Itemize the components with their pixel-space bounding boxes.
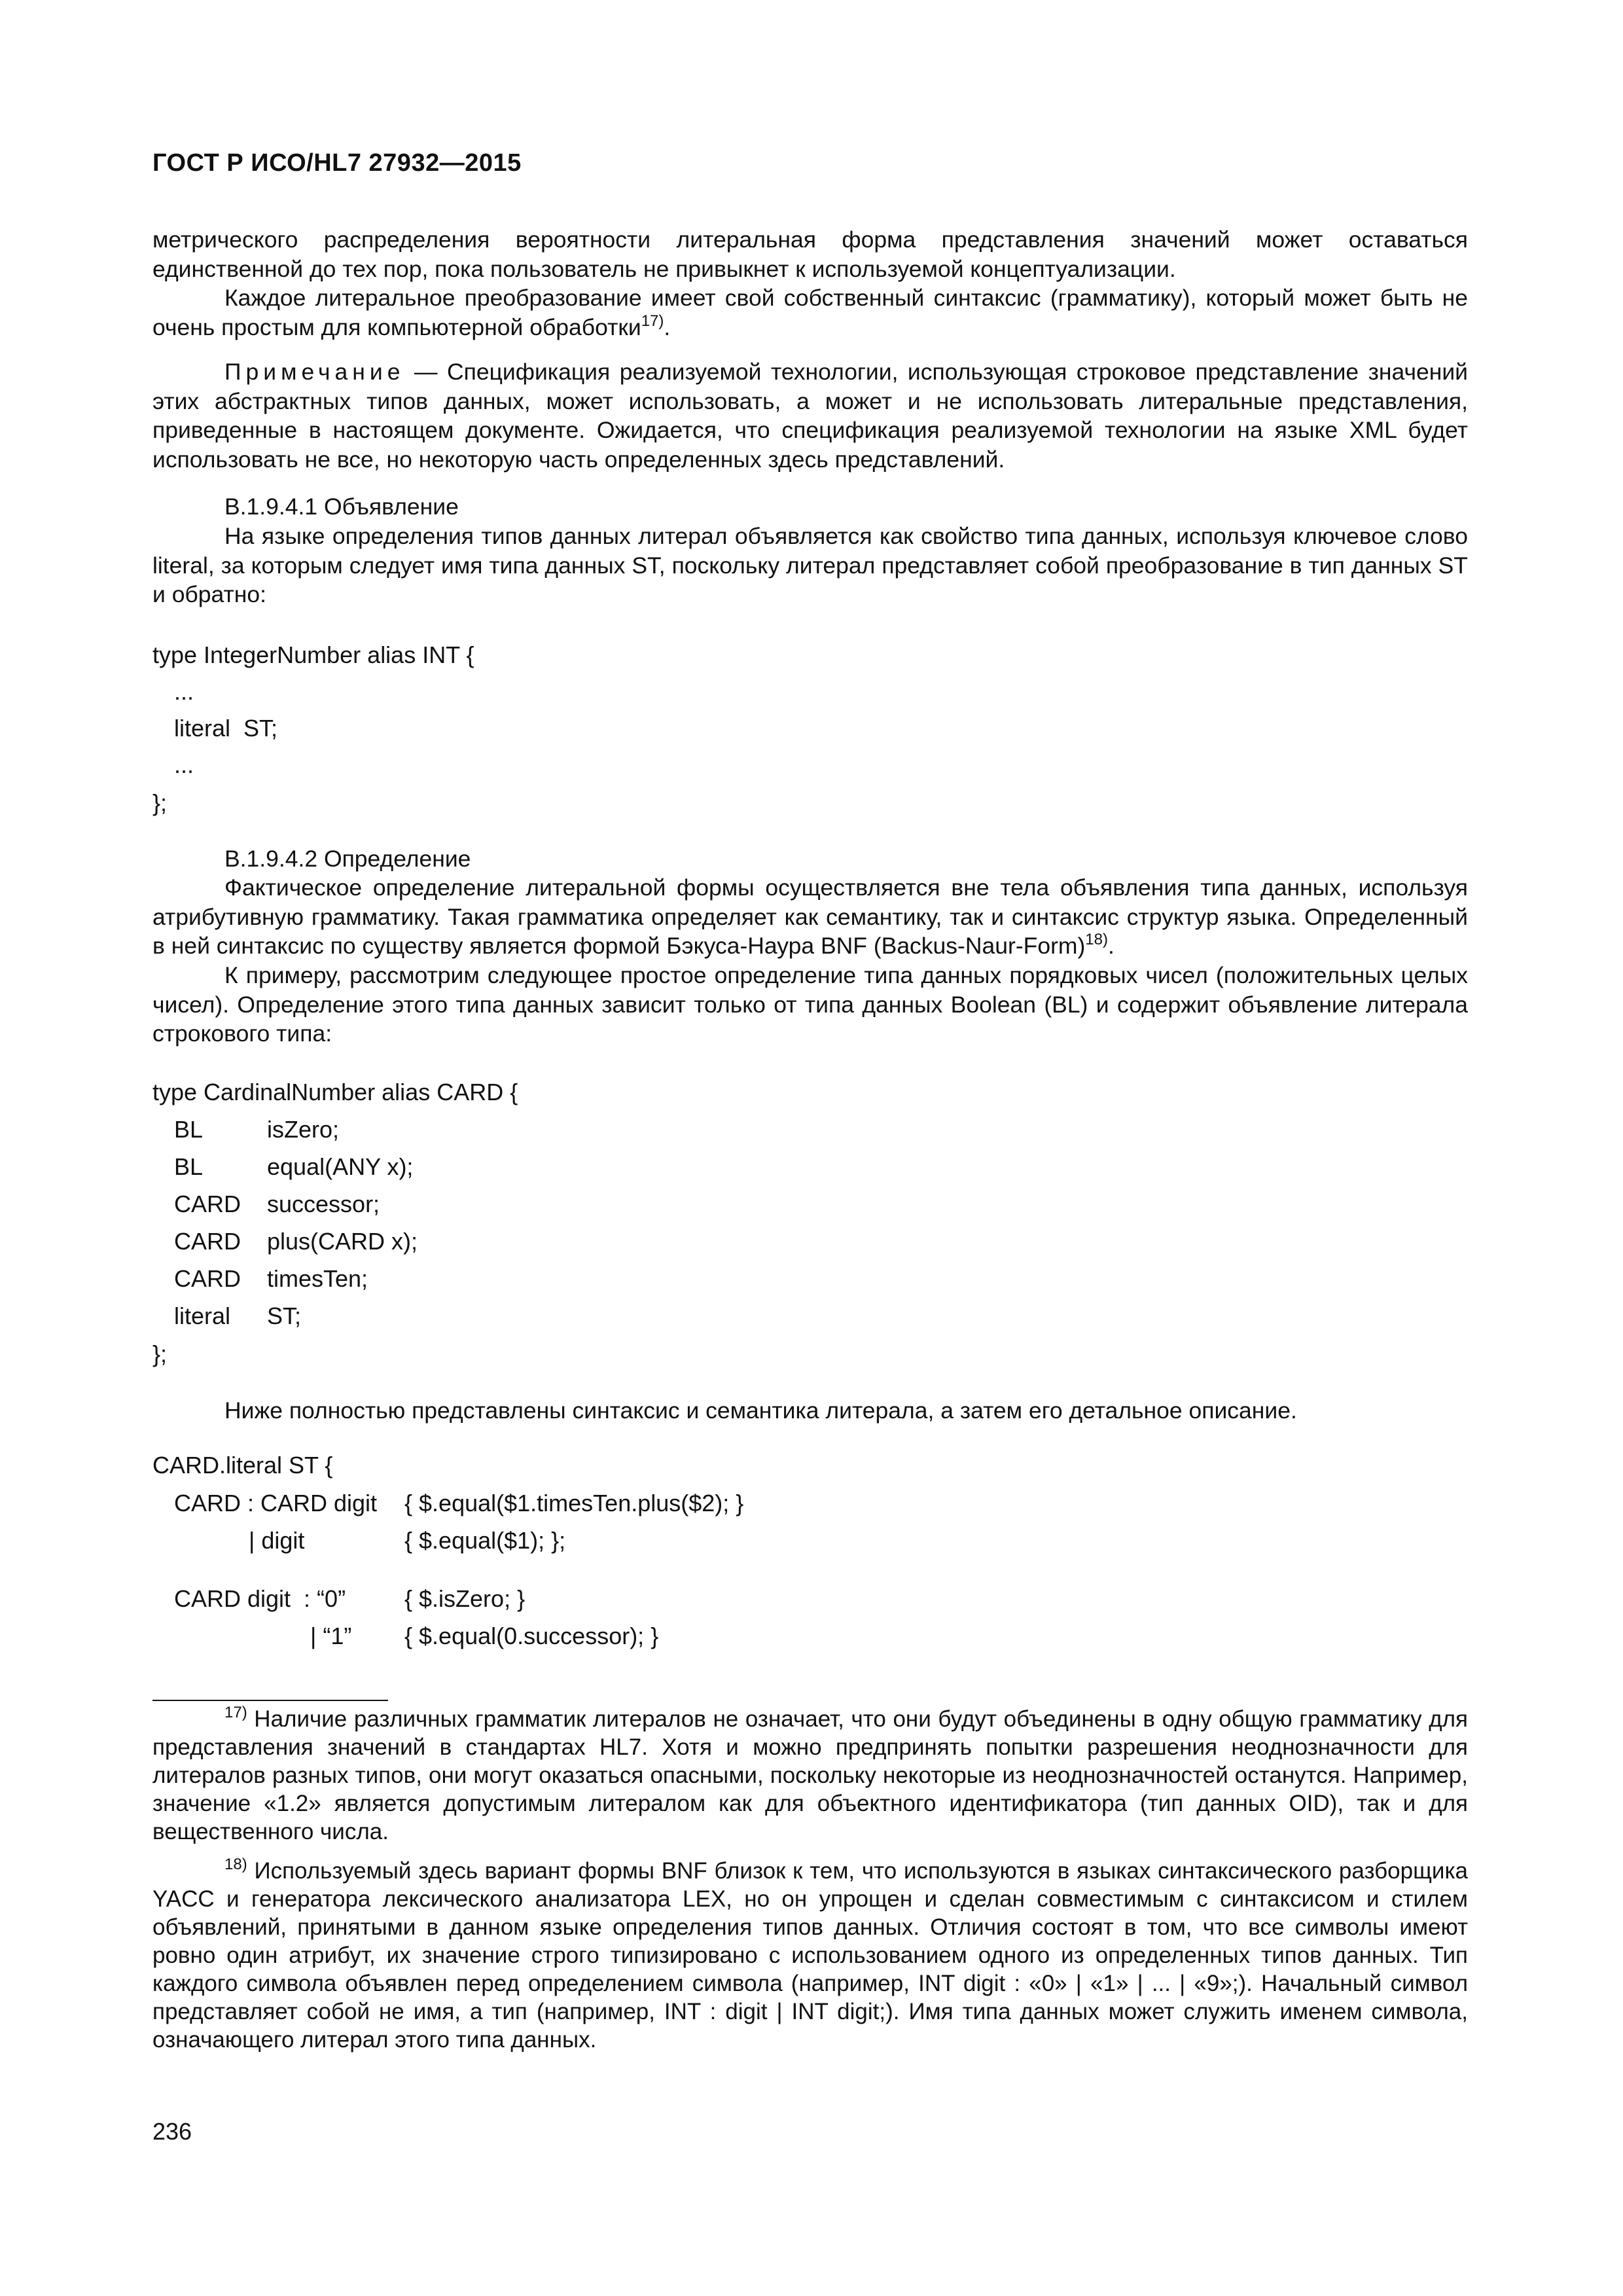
paragraph-definition bbox=[152, 873, 1468, 961]
grammar-rule: CARD : CARD digit bbox=[174, 1490, 378, 1516]
footnote-18 bbox=[152, 1857, 1468, 2054]
note-text: — Спецификация реализуемой технологии, использующая строковое представление значений этих абстрактных типов данных, может использовать, а может и не использовать литеральные представления, приведенные в настоящем документе. Ожидается, что спецификация реализуемой технологии на языке XML будет использовать не все, но некоторую часть определенных здесь представлений. bbox=[152, 359, 1468, 473]
section-heading-definition: B.1.9.4.2 Определение bbox=[224, 846, 471, 872]
footnote-text: Наличие различных грамматик литералов не означает, что они будут объединены в одну общую грамматику для представления значений в стандартах HL7. Хотя и можно предпринять попытки разрешения неоднозначности для литералов разных типов, они могут оказаться опасными, поскольку некоторые из неоднозначностей останутся. Например, значение «1.2» является допустимым литералом как для объектного идентификатора (тип данных OID), так и для вещественного числа. bbox=[152, 1706, 1468, 1844]
page-number: 236 bbox=[152, 2118, 192, 2145]
document-header: ГОСТ Р ИСО/HL7 27932—2015 bbox=[152, 149, 522, 177]
grammar-rule: | digit bbox=[249, 1527, 305, 1554]
paragraph-declaration: На языке определения типов данных литерал объявляется как свойство типа данных, используя ключевое слово literal, за которым следует имя типа данных ST, поскольку литерал представляет собой преобразование в тип данных ST и обратно: bbox=[152, 523, 1468, 607]
paragraph-text: Фактическое определение литеральной формы осуществляется вне тела объявления типа данных, используя атрибутивную грамматику. Такая грамматика определяет как семантику, так и синтаксис структур языка. Определенный в ней синтаксис по существу является формой Бэкуса-Наура BNF (Backus-Naur-Form) bbox=[152, 874, 1468, 959]
grammar-rule: | “1” bbox=[310, 1623, 352, 1649]
code-line: ... bbox=[174, 678, 194, 705]
code-line: literal ST; bbox=[174, 715, 278, 742]
code-type: BL bbox=[174, 1116, 204, 1143]
footnote-divider bbox=[152, 1700, 388, 1701]
paragraph-literal-syntax bbox=[152, 283, 1468, 342]
footnote-mark: 18) bbox=[224, 1856, 247, 1873]
footnote-text: Используемый здесь вариант формы BNF близок к тем, что используются в языках синтаксического разборщика YACC и генератора лексического анализатора LEX, но он упрощен и сделан совместимым с синтаксисом и стилем объявлений, принятыми в данном языке определения типов данных. Отличия состоят в том, что все символы имеют ровно один атрибут, их значение строго типизировано с использованием одного из определенных типов данных. Тип каждого символа объявлен перед определением символа (например, INT digit : «0» | «1» | ... | «9»;). Начальный символ представляет собой не имя, а тип (например, INT : digit | INT digit;). Имя типа данных может служить именем символа, означающего литерал этого типа данных. bbox=[152, 1858, 1468, 2053]
code-line: type CardinalNumber alias CARD { bbox=[152, 1079, 518, 1105]
section-heading-declaration: B.1.9.4.1 Объявление bbox=[224, 493, 459, 520]
paragraph-text: Каждое литеральное преобразование имеет свой собственный синтаксис (грамматику), который может быть не очень простым для компьютерной обработки bbox=[152, 285, 1468, 340]
code-line: }; bbox=[152, 789, 168, 816]
footnote-ref-17: 17) bbox=[641, 312, 664, 330]
footnote-mark: 17) bbox=[224, 1704, 247, 1721]
code-type: CARD bbox=[174, 1191, 241, 1217]
paragraph-example: К примеру, рассмотрим следующее простое определение типа данных порядковых чисел (положительных целых чисел). Определение этого типа данных зависит только от типа данных Boolean (BL) и содержит объявление литерала строкового типа: bbox=[152, 962, 1468, 1047]
code-type: CARD bbox=[174, 1265, 241, 1292]
note-label: Примечание bbox=[224, 359, 405, 385]
grammar-action: { $.equal(0.successor); } bbox=[404, 1623, 659, 1649]
grammar-rule: CARD digit : “0” bbox=[174, 1585, 346, 1612]
grammar-action: { $.equal($1); }; bbox=[404, 1527, 566, 1554]
code-member: equal(ANY x); bbox=[267, 1153, 414, 1180]
code-type: CARD bbox=[174, 1228, 241, 1255]
code-line: ... bbox=[174, 751, 194, 778]
code-member: successor; bbox=[267, 1191, 380, 1217]
paragraph-syntax-intro: Ниже полностью представлены синтаксис и семантика литерала, а затем его детальное описание. bbox=[224, 1397, 1297, 1424]
code-line: }; bbox=[152, 1340, 168, 1367]
code-type: literal bbox=[174, 1302, 231, 1329]
code-member: timesTen; bbox=[267, 1265, 368, 1292]
paragraph-end: . bbox=[664, 314, 671, 340]
paragraph-end: . bbox=[1107, 933, 1115, 959]
paragraph-continuation: метрического распределения вероятности литеральная форма представления значений может оставаться единственной до тех пор, пока пользователь не привыкнет к используемой концептуализации. bbox=[152, 226, 1468, 282]
footnote-ref-18: 18) bbox=[1085, 931, 1108, 948]
code-line: CARD.literal ST { bbox=[152, 1452, 333, 1479]
grammar-action: { $.isZero; } bbox=[404, 1585, 526, 1612]
code-member: ST; bbox=[267, 1302, 302, 1329]
code-member: plus(CARD x); bbox=[267, 1228, 418, 1255]
code-member: isZero; bbox=[267, 1116, 340, 1143]
grammar-action: { $.equal($1.timesTen.plus($2); } bbox=[404, 1490, 744, 1516]
footnote-17 bbox=[152, 1705, 1468, 1846]
note-paragraph bbox=[152, 357, 1468, 474]
code-type: BL bbox=[174, 1153, 204, 1180]
code-line: type IntegerNumber alias INT { bbox=[152, 641, 474, 668]
